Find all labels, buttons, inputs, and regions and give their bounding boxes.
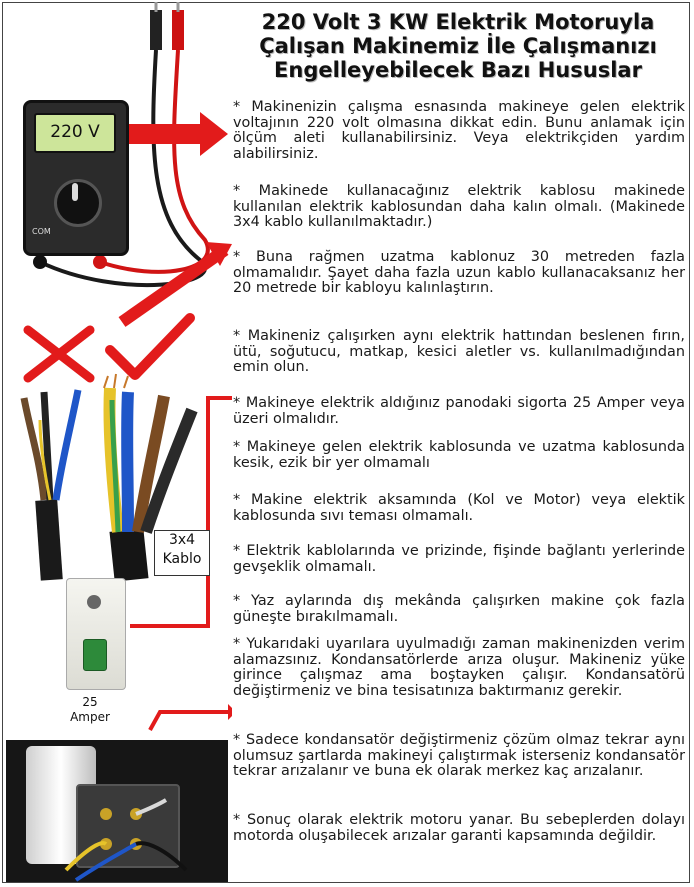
multimeter-dial <box>54 179 102 227</box>
multimeter-display: 220 V <box>34 113 116 153</box>
circuit-breaker-image <box>66 578 126 690</box>
cable-size-word: Kablo <box>162 551 202 567</box>
list-item: * Makinenizin çalışma esnasında makineye gelen elektrik voltajının 220 volt olmasına dikkat edin. Bunu anlamak için ölçüm aleti kullanabilirsiniz. Veya elektrikçiden yardım alabilirsiniz. <box>233 99 685 162</box>
cable-size-value: 3x4 <box>168 532 196 548</box>
amper-word: Amper <box>70 710 110 724</box>
list-item: * Yukarıdaki uyarılara uyulmadığı zaman makinenizden verim alamazsınız. Kondansatörlerde arıza oluşur. Makineniz yüke girince çalışmaz ama boştayken çalışır. Kondansatörü değiştirmeniz ve bina tesisatınıza baktırmanız gerekir. <box>233 636 685 699</box>
red-probe <box>172 10 184 50</box>
breaker-screw <box>87 595 101 609</box>
com-label: COM <box>32 227 51 236</box>
thin-cable-image <box>24 390 78 581</box>
connector-to-item-10 <box>150 712 232 730</box>
volt-jack <box>93 255 107 269</box>
com-jack <box>33 255 47 269</box>
illustration-column <box>0 0 232 887</box>
list-item: * Makineye gelen elektrik kablosunda ve uzatma kablosunda kesik, ezik bir yer olmamalı <box>233 439 685 471</box>
list-item: * Yaz aylarında dış mekânda çalışırken makine çok fazla güneşte bırakılmamalı. <box>233 593 685 625</box>
title-line-1: 220 Volt 3 KW Elektrik Motoruyla <box>261 10 655 34</box>
motor-terminal-photo <box>6 740 228 882</box>
breaker-switch <box>83 639 107 671</box>
title-line-3: Engelleyebilecek Bazı Hususlar <box>274 58 642 82</box>
list-item: * Buna rağmen uzatma kablonuz 30 metreden fazla olmamalıdır. Şayet daha fazla uzun kablo kullanacaksanız her 20 metrede bir kabloyu kalınlaştırın. <box>233 249 685 296</box>
black-probe <box>150 10 162 50</box>
dial-pointer <box>72 183 78 201</box>
list-item: * Makineniz çalışırken aynı elektrik hattından beslenen fırın, ütü, soğutucu, matkap, kesici aletler vs. kullanılmadığından emin olun. <box>233 328 685 375</box>
terminal-wires <box>6 740 228 882</box>
list-item: * Sadece kondansatör değiştirmeniz çözüm olmaz tekrar aynı olumsuz şartlarda makineyi çalıştırmak isterseniz kondansatör tekrar arızalanır ve buna ek olarak merkez kaç arızalanır. <box>233 732 685 779</box>
list-item: * Makineye elektrik aldığınız panodaki sigorta 25 Amper veya üzeri olmalıdır. <box>233 395 685 427</box>
amper-value: 25 <box>82 695 98 709</box>
multimeter <box>23 100 129 256</box>
title-line-2: Çalışan Makinemiz İle Çalışmanızı <box>259 34 657 58</box>
list-item: * Makine elektrik aksamında (Kol ve Motor) veya elektik kablosunda sıvı teması olmamalı. <box>233 492 685 524</box>
cable-size-label <box>154 530 210 576</box>
list-item: * Sonuç olarak elektrik motoru yanar. Bu sebeplerden dolayı motorda oluşabilecek arızalar garanti kapsamında değildir. <box>233 812 685 844</box>
check-mark <box>110 318 190 375</box>
list-item: * Makinede kullanacağınız elektrik kablosu makinede kullanılan elektrik kablosundan daha kalın olmalı. (Makinede 3x4 kablo kullanılmaktadır.) <box>233 183 685 230</box>
amper-label <box>60 695 120 725</box>
cross-mark <box>28 330 90 378</box>
page-title <box>232 10 684 82</box>
list-item: * Elektrik kablolarında ve prizinde, fişinde bağlantı yerlerinde gevşeklik olmamalı. <box>233 543 685 575</box>
